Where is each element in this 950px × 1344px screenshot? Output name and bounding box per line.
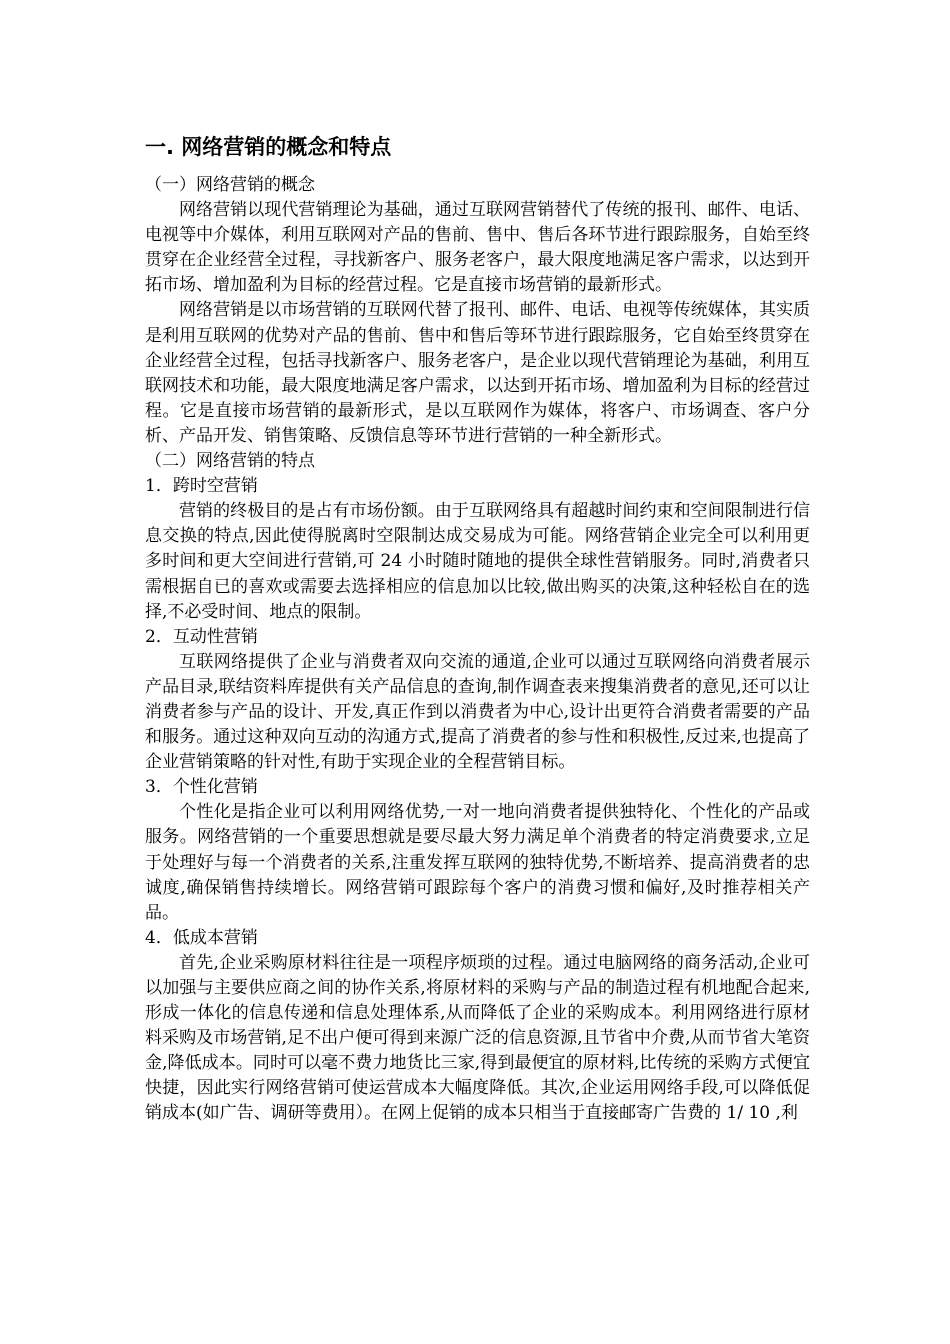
- section-heading-features: （二）网络营销的特点: [145, 451, 315, 472]
- paragraph-interactive: 互联网络提供了企业与消费者双向交流的通道,企业可以通过互联网络向消费者展示产品目录,联结资料库提供有关产品信息的查询,制作调查表来搜集消费者的意见,还可以让消费者参与产品的设计、开发,真正作到以消费者为中心,设计出更符合消费者需要的产品和服务。通过这种双向互动的沟通方式,提高了消费者的参与性和积极性,反过来,也提高了企业营销策略的针对性,有助于实现企业的全程营销目标。: [145, 651, 810, 773]
- section-heading-concept: （一）网络营销的概念: [145, 175, 315, 195]
- paragraph-personalized: 个性化是指企业可以利用网络优势,一对一地向消费者提供独特化、个性化的产品或服务。网络营销的一个重要思想就是要尽最大努力满足单个消费者的特定消费要求,立足于处理好与每一个消费者的关系,注重发挥互联网的独特优势,不断培养、提高消费者的忠诚度,确保销售持续增长。网络营销可跟踪每个客户的消费习惯和偏好,及时推荐相关产品。: [145, 802, 810, 923]
- document-title: 一. 网络营销的概念和特点: [145, 135, 392, 159]
- paragraph-low-cost: 首先,企业采购原材料往往是一项程序烦琐的过程。通过电脑网络的商务活动,企业可以加强与主要供应商之间的协作关系,将原材料的采购与产品的制造过程有机地配合起来,形成一体化的信息传递和信息处理体系,从而降低了企业的采购成本。利用网络进行原材料采购及市场营销,足不出户便可得到来源广泛的信息资源,且节省中介费,从而节省大笔资金,降低成本。同时可以毫不费力地货比三家,得到最便宜的原材料,比传统的采购方式便宜快捷，因此实行网络营销可使运营成本大幅度降低。其次,企业运用网络手段,可以降低促销成本(如广告、调研等费用）。在网上促销的成本只相当于直接邮寄广告费的 1/ 10 ,利: [145, 952, 810, 1124]
- feature-heading-interactive: 2．互动性营销: [145, 626, 258, 647]
- document-page: [145, 133, 810, 1127]
- feature-heading-cross-time: 1．跨时空营销: [145, 476, 258, 497]
- paragraph-concept-2: 网络营销是以市场营销的互联网代替了报刊、邮件、电话、电视等传统媒体，其实质是利用互联网的优势对产品的售前、售中和售后等环节进行跟踪服务，它自始至终贯穿在企业经营全过程，包括寻找新客户、服务老客户，是企业以现代营销理论为基础，利用互联网技术和功能，最大限度地满足客户需求，以达到开拓市场、增加盈利为目标的经营过程。它是直接市场营销的最新形式，是以互联网作为媒体，将客户、市场调查、客户分析、产品开发、销售策略、反馈信息等环节进行营销的一种全新形式。: [145, 300, 810, 446]
- paragraph-cross-time: 营销的终极目的是占有市场份额。由于互联网络具有超越时间约束和空间限制进行信息交换的特点,因此使得脱离时空限制达成交易成为可能。网络营销企业完全可以利用更多时间和更大空间进行营销,可 24 小时随时随地的提供全球性营销服务。同时,消费者只需根据自已的喜欢或需要去选择相应的信息加以比较,做出购买的决策,这种轻松自在的选择,不必受时间、地点的限制。: [145, 501, 810, 622]
- paragraph-concept-1: 网络营销以现代营销理论为基础，通过互联网营销替代了传统的报刊、邮件、电话、电视等中介媒体，利用互联网对产品的售前、售中、售后各环节进行跟踪服务，自始至终贯穿在企业经营全过程，寻找新客户、服务老客户，最大限度地满足客户需求，以达到开拓市场、增加盈利为目标的经营过程。它是直接市场营销的最新形式。: [145, 200, 810, 296]
- feature-heading-low-cost: 4．低成本营销: [145, 927, 258, 948]
- feature-heading-personalized: 3．个性化营销: [145, 777, 258, 798]
